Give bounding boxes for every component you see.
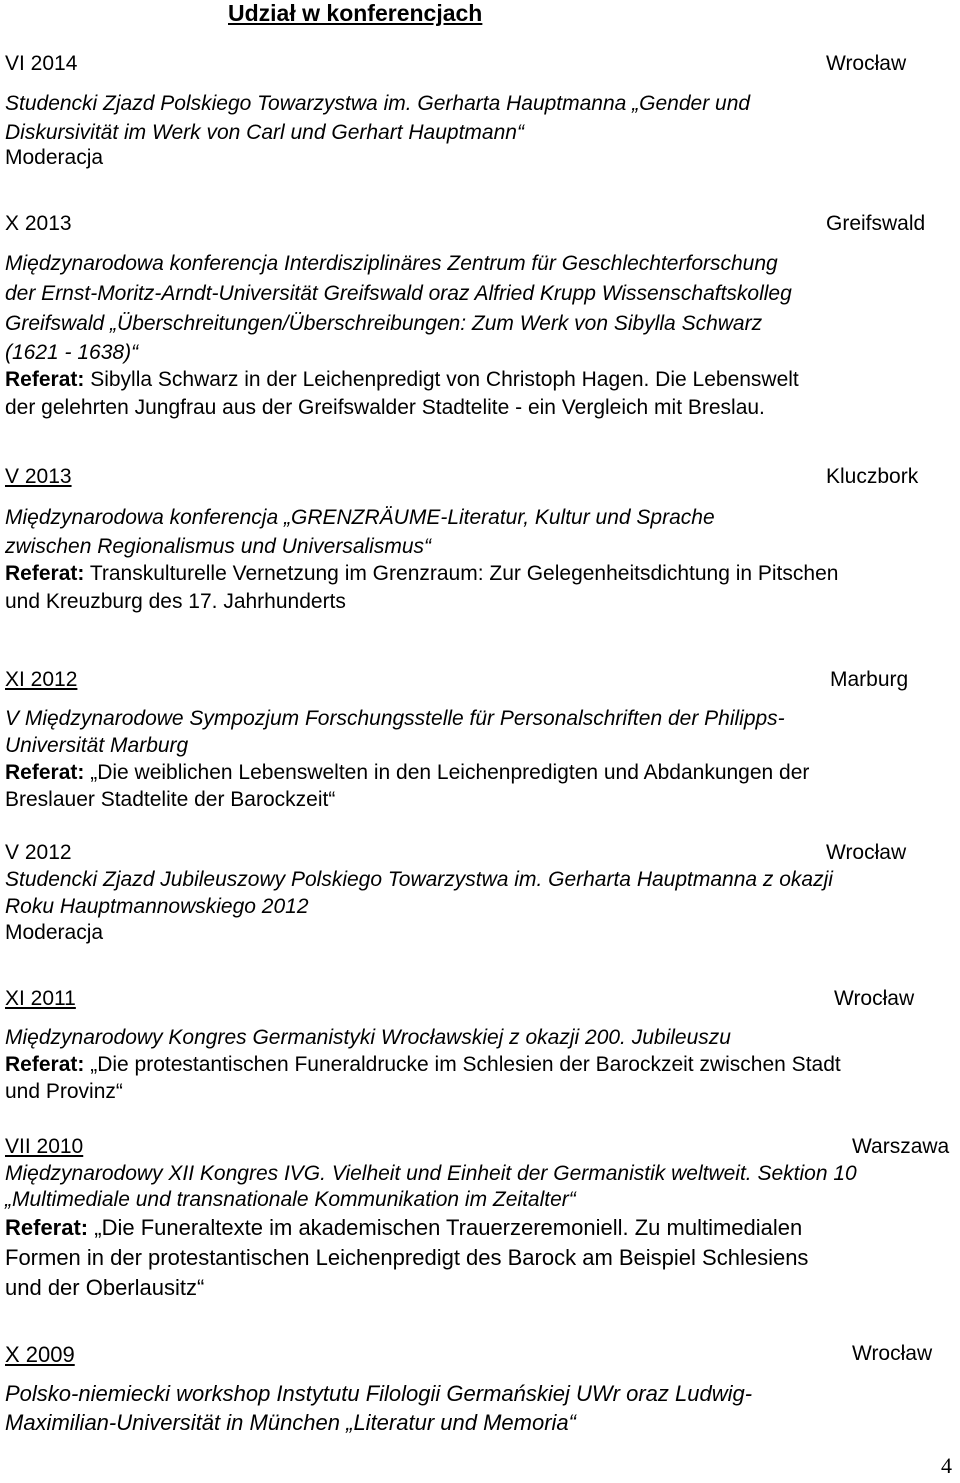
- referat-label: Referat:: [5, 1053, 85, 1076]
- entry-line: Międzynarodowy Kongres Germanistyki Wrocławskiej z okazji 200. Jubileuszu: [5, 1026, 731, 1049]
- entry-line: Międzynarodowa konferencja Interdisziplinäres Zentrum für Geschlechterforschung: [5, 252, 778, 275]
- entry-line: Maximilian-Universität in München „Literatur und Memoria“: [5, 1410, 576, 1435]
- entry-line: Breslauer Stadtelite der Barockzeit“: [5, 788, 336, 811]
- entry-date: V 2012: [5, 841, 72, 864]
- entry-date: VII 2010: [5, 1135, 84, 1158]
- entry-date: XI 2011: [5, 987, 76, 1010]
- referat-label: Referat:: [5, 562, 85, 585]
- entry-line: Greifswald „Überschreitungen/Überschreibungen: Zum Werk von Sibylla Schwarz: [5, 312, 763, 335]
- entry-line-text: „Die protestantischen Funeraldrucke im Schlesien der Barockzeit zwischen Stadt: [90, 1053, 841, 1076]
- entry-line: Studencki Zjazd Jubileuszowy Polskiego Towarzystwa im. Gerharta Hauptmanna z okazji: [5, 868, 833, 891]
- entry-line: Moderacja: [5, 921, 104, 944]
- entry-line: (1621 - 1638)“: [5, 341, 139, 364]
- entry-location: Wrocław: [826, 52, 907, 75]
- entry-line: [5, 368, 799, 392]
- referat-label: Referat:: [5, 368, 85, 391]
- entry-line: der gelehrten Jungfrau aus der Greifswalder Stadtelite - ein Vergleich mit Breslau.: [5, 396, 765, 419]
- entry-line-text: Sibylla Schwarz in der Leichenpredigt von Christoph Hagen. Die Lebenswelt: [90, 368, 799, 391]
- entry-line: Moderacja: [5, 146, 104, 169]
- entry-date: VI 2014: [5, 52, 78, 75]
- entry-location: Kluczbork: [826, 465, 919, 488]
- entry-location: Wrocław: [834, 987, 915, 1010]
- entry-line-text: Transkulturelle Vernetzung im Grenzraum: Zur Gelegenheitsdichtung in Pitschen: [89, 562, 839, 585]
- entry-line: Studencki Zjazd Polskiego Towarzystwa im. Gerharta Hauptmanna „Gender und: [5, 92, 751, 115]
- entry-line: Diskursivität im Werk von Carl und Gerhart Hauptmann“: [5, 121, 524, 144]
- entry-line: Międzynarodowa konferencja „GRENZRÄUME-Literatur, Kultur und Sprache: [5, 506, 715, 529]
- entry-location: Marburg: [830, 668, 909, 691]
- page-title: Udział w konferencjach: [228, 0, 483, 26]
- entry-location: Wrocław: [826, 841, 907, 864]
- entry-line: [5, 1053, 841, 1077]
- entry-date: XI 2012: [5, 668, 78, 691]
- entry-location: Warszawa: [852, 1135, 950, 1158]
- entry-line: [5, 562, 838, 586]
- entry-line: Polsko-niemiecki workshop Instytutu Filologii Germańskiej UWr oraz Ludwig-: [5, 1381, 753, 1406]
- entry-line: „Multimediale und transnationale Kommunikation im Zeitalter“: [5, 1188, 576, 1211]
- entry-line: und der Oberlausitz“: [5, 1275, 205, 1300]
- referat-label: Referat:: [5, 1215, 89, 1240]
- entry-line: und Provinz“: [5, 1080, 123, 1103]
- entry-line: Formen in der protestantischen Leichenpredigt des Barock am Beispiel Schlesiens: [5, 1245, 809, 1270]
- referat-label: Referat:: [5, 761, 85, 784]
- entry-date: X 2013: [5, 212, 72, 235]
- page-number: 4: [941, 1453, 952, 1478]
- entry-line: [5, 761, 809, 785]
- entry-line: Międzynarodowy XII Kongres IVG. Vielheit und Einheit der Germanistik weltweit. Sektion 10: [5, 1162, 857, 1185]
- entry-date: X 2009: [5, 1342, 75, 1367]
- entry-line: zwischen Regionalismus und Universalismus“: [5, 535, 431, 558]
- entry-line: der Ernst-Moritz-Arndt-Universität Greifswald oraz Alfried Krupp Wissenschaftskolleg: [5, 282, 792, 305]
- entry-line: und Kreuzburg des 17. Jahrhunderts: [5, 590, 346, 613]
- entry-line: [5, 1215, 802, 1241]
- entry-location: Greifswald: [826, 212, 926, 235]
- entry-line-text: „Die Funeraltexte im akademischen Trauerzeremoniell. Zu multimedialen: [94, 1215, 803, 1240]
- entry-line: Universität Marburg: [5, 734, 189, 757]
- entry-line: Roku Hauptmannowskiego 2012: [5, 895, 309, 918]
- entry-location: Wrocław: [852, 1342, 933, 1365]
- entry-date: V 2013: [5, 465, 72, 488]
- entry-line-text: „Die weiblichen Lebenswelten in den Leichenpredigten und Abdankungen der: [90, 761, 810, 784]
- entry-line: V Międzynarodowe Sympozjum Forschungsstelle für Personalschriften der Philipps-: [5, 707, 785, 730]
